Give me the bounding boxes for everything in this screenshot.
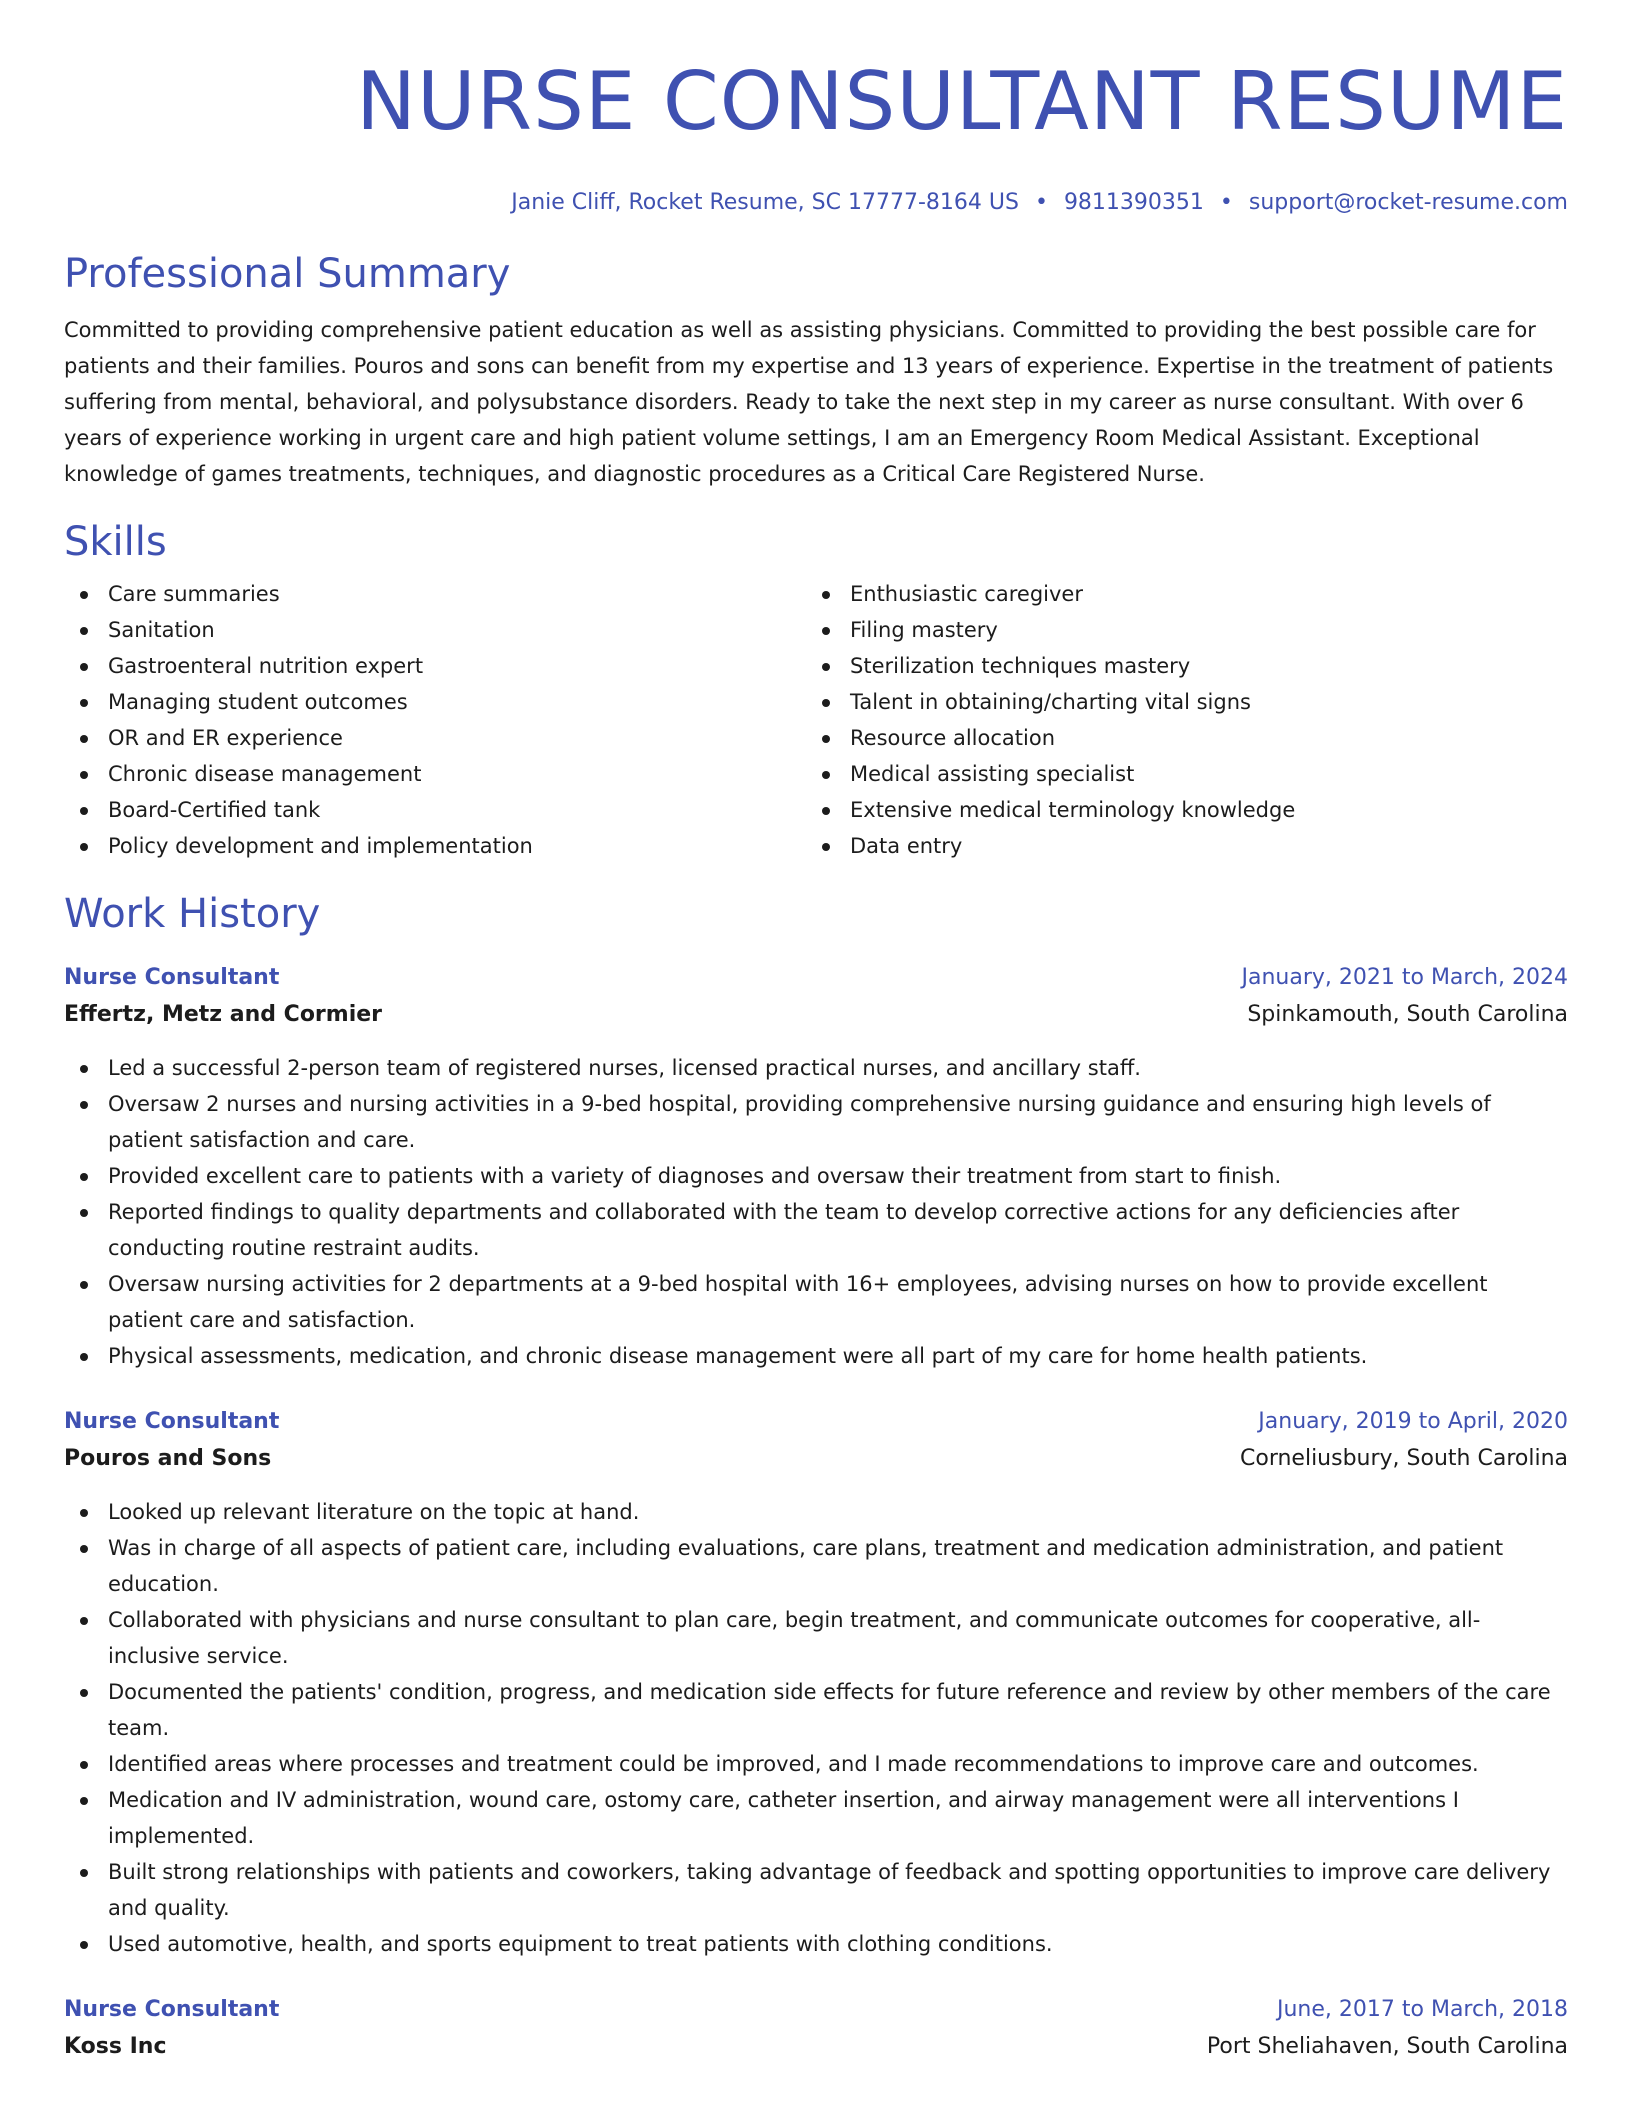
job-title: Nurse Consultant bbox=[64, 1997, 280, 2022]
job-dates: June, 2017 to March, 2018 bbox=[1277, 1997, 1568, 2022]
job-location: Spinkamouth, South Carolina bbox=[1247, 1002, 1568, 1027]
job-company: Koss Inc bbox=[64, 2034, 167, 2059]
skill-item: Chronic disease management bbox=[64, 756, 806, 792]
job-duty: Oversaw nursing activities for 2 departments at a 9-bed hospital with 16+ employees, advising nurses on how to provide excellent patient care and satisfaction. bbox=[64, 1266, 1568, 1338]
skill-item: Sanitation bbox=[64, 612, 806, 648]
skills-column-left bbox=[64, 576, 806, 864]
job-title: Nurse Consultant bbox=[64, 1409, 280, 1434]
job-company: Effertz, Metz and Cormier bbox=[64, 1002, 383, 1027]
skill-item: Filing mastery bbox=[806, 612, 1548, 648]
skill-item: Medical assisting specialist bbox=[806, 756, 1548, 792]
job-duty: Medication and IV administration, wound care, ostomy care, catheter insertion, and airway management were all interventions I implemented. bbox=[64, 1782, 1568, 1854]
contact-phone: 9811390351 bbox=[1063, 190, 1204, 215]
job-duty: Led a successful 2-person team of registered nurses, licensed practical nurses, and ancillary staff. bbox=[64, 1050, 1568, 1086]
contact-line bbox=[64, 188, 1568, 218]
skill-item: Extensive medical terminology knowledge bbox=[806, 792, 1548, 828]
job-company: Pouros and Sons bbox=[64, 1446, 272, 1471]
skill-item: Care summaries bbox=[64, 576, 806, 612]
job-duty: Documented the patients' condition, progress, and medication side effects for future reference and review by other members of the care team. bbox=[64, 1674, 1568, 1746]
job-location: Corneliusbury, South Carolina bbox=[1240, 1446, 1568, 1471]
skills-list bbox=[64, 576, 1568, 864]
summary-heading: Professional Summary bbox=[64, 251, 511, 297]
contact-address: Janie Cliff, Rocket Resume, SC 17777-8164 US bbox=[511, 190, 1019, 215]
skill-item: Policy development and implementation bbox=[64, 828, 806, 864]
skill-item: Board-Certified tank bbox=[64, 792, 806, 828]
resume-header bbox=[64, 0, 1568, 218]
skill-item: Data entry bbox=[806, 828, 1548, 864]
contact-separator: • bbox=[1219, 190, 1233, 215]
job-duty: Collaborated with physicians and nurse consultant to plan care, begin treatment, and communicate outcomes for cooperative, all-inclusive service. bbox=[64, 1602, 1568, 1674]
job-duty: Reported findings to quality departments and collaborated with the team to develop corrective actions for any deficiencies after conducting routine restraint audits. bbox=[64, 1194, 1568, 1266]
skill-item: Managing student outcomes bbox=[64, 684, 806, 720]
resume-title: NURSE CONSULTANT RESUME bbox=[356, 55, 1568, 148]
job-title: Nurse Consultant bbox=[64, 965, 280, 990]
skills-heading: Skills bbox=[64, 519, 167, 565]
job-dates: January, 2021 to March, 2024 bbox=[1241, 965, 1568, 990]
skill-item: OR and ER experience bbox=[64, 720, 806, 756]
skills-column-right bbox=[806, 576, 1548, 864]
job-duty: Used automotive, health, and sports equipment to treat patients with clothing conditions. bbox=[64, 1926, 1568, 1962]
skill-item: Sterilization techniques mastery bbox=[806, 648, 1548, 684]
job-duty: Oversaw 2 nurses and nursing activities in a 9-bed hospital, providing comprehensive nursing guidance and ensuring high levels of patient satisfaction and care. bbox=[64, 1086, 1568, 1158]
summary-text: Committed to providing comprehensive patient education as well as assisting physicians. Committed to providing the best possible care for patients and their families. Pouros and sons can benefit from my expertise and 13 years of experience. Expertise in the treatment of patients suffering from mental, behavioral, and polysubstance disorders. Ready to take the next step in my career as nurse consultant. With over 6 years of experience working in urgent care and high patient volume settings, I am an Emergency Room Medical Assistant. Exceptional knowledge of games treatments, techniques, and diagnostic procedures as a Critical Care Registered Nurse. bbox=[64, 318, 1554, 486]
job-duty: Looked up relevant literature on the topic at hand. bbox=[64, 1494, 1568, 1530]
job-duties bbox=[64, 1050, 1568, 1374]
job-entry bbox=[64, 1404, 1568, 1962]
job-entry bbox=[64, 1992, 1568, 2066]
skill-item: Enthusiastic caregiver bbox=[806, 576, 1548, 612]
skill-item: Resource allocation bbox=[806, 720, 1548, 756]
contact-email: support@rocket-resume.com bbox=[1248, 190, 1568, 215]
job-entry bbox=[64, 960, 1568, 1374]
job-duties bbox=[64, 1494, 1568, 1962]
work-history-heading: Work History bbox=[64, 891, 321, 937]
job-duty: Built strong relationships with patients and coworkers, taking advantage of feedback and spotting opportunities to improve care delivery and quality. bbox=[64, 1854, 1568, 1926]
job-duty: Physical assessments, medication, and chronic disease management were all part of my care for home health patients. bbox=[64, 1338, 1568, 1374]
job-dates: January, 2019 to April, 2020 bbox=[1258, 1409, 1568, 1434]
job-duty: Was in charge of all aspects of patient care, including evaluations, care plans, treatment and medication administration, and patient education. bbox=[64, 1530, 1568, 1602]
job-duty: Identified areas where processes and treatment could be improved, and I made recommendations to improve care and outcomes. bbox=[64, 1746, 1568, 1782]
skill-item: Talent in obtaining/charting vital signs bbox=[806, 684, 1548, 720]
job-duty: Provided excellent care to patients with a variety of diagnoses and oversaw their treatment from start to finish. bbox=[64, 1158, 1568, 1194]
job-location: Port Sheliahaven, South Carolina bbox=[1206, 2034, 1568, 2059]
contact-separator: • bbox=[1034, 190, 1048, 215]
skill-item: Gastroenteral nutrition expert bbox=[64, 648, 806, 684]
